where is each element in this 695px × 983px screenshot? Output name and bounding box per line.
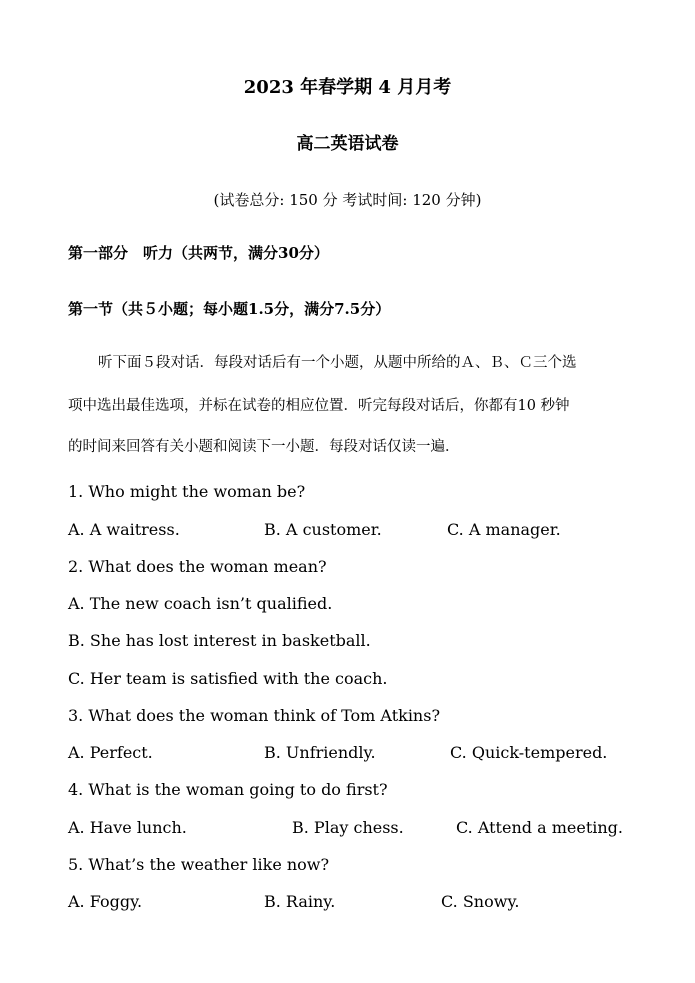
- question-3-option-b: B. Unfriendly.: [264, 743, 376, 762]
- instructions-line-2: 项中选出最佳选项，并标在试卷的相应位置．听完每段对话后，你都有10 秒钟: [68, 398, 570, 414]
- instructions-line-3: 的时间来回答有关小题和阅读下一小题．每段对话仅读一遍．: [68, 439, 460, 455]
- question-2-option-a: A. The new coach isn’t qualified.: [68, 594, 333, 613]
- question-4-option-c: C. Attend a meeting.: [456, 818, 623, 837]
- question-1-stem: 1. Who might the woman be?: [68, 482, 306, 501]
- question-2-stem: 2. What does the woman mean?: [68, 557, 327, 576]
- section1-heading: 第一节（共５小题；每小题1.5分，满分7.5分）: [68, 300, 391, 318]
- instructions-line-1: 听下面５段对话．每段对话后有一个小题，从题中所给的Ａ、Ｂ、Ｃ三个选: [98, 355, 577, 371]
- question-1-option-b: B. A customer.: [264, 520, 382, 539]
- question-5-stem: 5. What’s the weather like now?: [68, 855, 330, 874]
- question-4-option-a: A. Have lunch.: [68, 818, 187, 837]
- question-4-option-b: B. Play chess.: [292, 818, 404, 837]
- question-2-option-b: B. She has lost interest in basketball.: [68, 631, 371, 650]
- exam-subtitle: 高二英语试卷: [296, 134, 399, 154]
- exam-title: 2023 年春学期 4 月月考: [243, 77, 452, 98]
- question-1-option-a: A. A waitress.: [68, 520, 180, 539]
- question-5-option-c: C. Snowy.: [441, 892, 520, 911]
- question-3-stem: 3. What does the woman think of Tom Atkins?: [68, 706, 441, 725]
- question-2-option-c: C. Her team is satisfied with the coach.: [68, 669, 388, 688]
- question-4-stem: 4. What is the woman going to do first?: [68, 780, 388, 799]
- question-5-option-b: B. Rainy.: [264, 892, 336, 911]
- question-1-option-c: C. A manager.: [447, 520, 561, 539]
- question-3-option-c: C. Quick-tempered.: [450, 743, 608, 762]
- exam-info: (试卷总分: 150 分 考试时间: 120 分钟): [213, 191, 482, 209]
- question-3-option-a: A. Perfect.: [68, 743, 153, 762]
- part1-heading: 第一部分 听力（共两节，满分30分）: [68, 244, 329, 262]
- question-5-option-a: A. Foggy.: [68, 892, 143, 911]
